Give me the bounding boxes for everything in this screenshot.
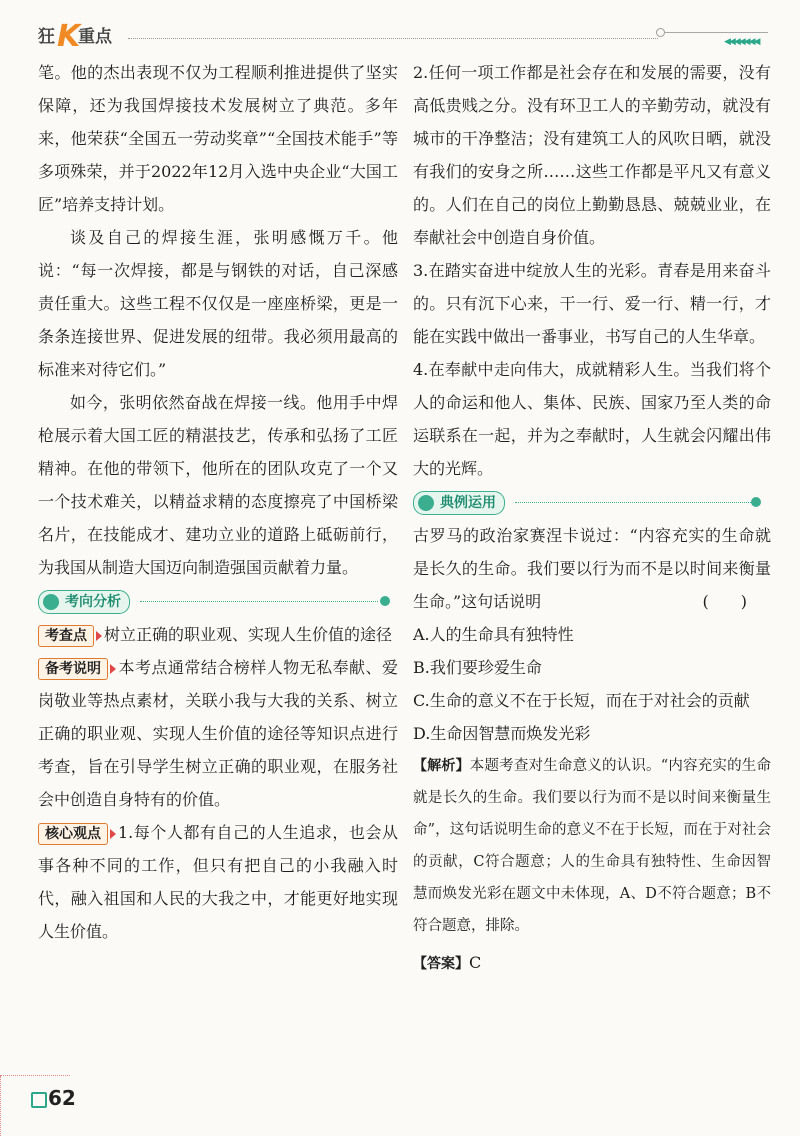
svg-text:K: K [57, 19, 81, 50]
answer-label: 【答案】 [413, 956, 469, 972]
section-title: 典例运用 [440, 495, 496, 511]
section-title: 考向分析 [65, 594, 121, 610]
core-view-text: 1.每个人都有自己的人生追求，也会从事各种不同的工作，但只有把自己的小我融入时代，融入祖国和人民的大我之中，才能更好地实现人生价值。 [38, 823, 398, 941]
exam-point-text: 树立正确的职业观、实现人生价值的途径 [104, 625, 393, 644]
tag-prep-note: 备考说明 [38, 658, 108, 680]
option-b: B.我们要珍爱生命 [413, 658, 542, 677]
article-paragraph: 笔。他的杰出表现不仅为工程顺利推进提供了坚实保障，还为我国焊接技术发展树立了典范。多年来，他荣获“全国五一劳动奖章”“全国技术能手”等多项殊荣，并于2022年12月入选中央企业“大国工匠”培养支持计划。 [38, 63, 398, 214]
chevron-down-icon [380, 596, 390, 606]
core-view-point-3: 3.在踏实奋进中绽放人生的光彩。青春是用来奋斗的。只有沉下心来，干一行、爱一行、精一行，才能在实践中做出一番事业，书写自己的人生华章。 [413, 261, 771, 346]
section-badge [413, 491, 505, 515]
analysis [413, 750, 771, 942]
prep-note-text: 本考点通常结合榜样人物无私奉献、爱岗敬业等热点素材，关联小我与大我的关系、树立正确的职业观、实现人生价值的途径等知识点进行考查，旨在引导学生树立正确的职业观，在服务社会中创造自身特有的价值。 [38, 658, 398, 809]
page-header [0, 0, 800, 56]
analysis-label: 【解析】 [413, 758, 470, 774]
option-a: A.人的生命具有独特性 [413, 625, 574, 644]
page-number: 62 [48, 1086, 76, 1110]
check-icon [43, 594, 59, 610]
core-view-point-4: 4.在奉献中走向伟大，成就精彩人生。当我们将个人的命运和他人、集体、民族、国家乃至人类的命运联系在一起，并为之奉献时，人生就会闪耀出伟大的光辉。 [413, 360, 771, 478]
answer [413, 946, 771, 981]
option-d: D.生命因智慧而焕发光彩 [413, 724, 591, 743]
brand-logo [38, 16, 118, 50]
question-stem: 古罗马的政治家赛涅卡说过：“内容充实的生命就是长久的生命。我们要以行为而不是以时间来衡量生命。”这句话说明 ( ) [413, 519, 771, 618]
answer-value: C [469, 953, 482, 972]
header-arrows-icon: ◀◀◀◀◀◀◀ [724, 37, 759, 47]
analysis-text: 本题考查对生命意义的认识。“内容充实的生命就是长久的生命。我们要以行为而不是以时间来衡量生命”，这句话说明生命的意义不在于长短，而在于对社会的贡献，C符合题意；人的生命具有独特性、生命因智慧而焕发光彩在题文中未体现，A、D不符合题意；B不符合题意，排除。 [413, 758, 771, 934]
book-icon [418, 495, 434, 511]
option-c: C.生命的意义不在于长短，而在于对社会的贡献 [413, 691, 750, 710]
page-icon [31, 1092, 47, 1108]
tag-core-view: 核心观点 [38, 823, 108, 845]
footer-border [0, 1076, 1, 1136]
core-view-point-2: 2.任何一项工作都是社会存在和发展的需要，没有高低贵贱之分。没有环卫工人的辛勤劳动，就没有城市的干净整洁；没有建筑工人的风吹日晒，就没有我们的安身之所……这些工作都是平凡又有意义的。人们在自己的岗位上勤勤恳恳、兢兢业业，在奉献社会中创造自身价值。 [413, 63, 771, 247]
left-column [38, 56, 398, 948]
answer-parentheses: ( ) [702, 592, 747, 611]
svg-text:狂: 狂 [38, 27, 55, 47]
section-header-analysis [38, 586, 398, 616]
article-paragraph: 如今，张明依然奋战在焊接一线。他用手中焊枪展示着大国工匠的精湛技艺，传承和弘扬了工匠精神。在他的带领下，他所在的团队攻克了一个又一个技术难关，以精益求精的态度擦亮了中国桥梁名片，在技能成才、建功立业的道路上砥砺前行，为我国从制造大国迈向制造强国贡献着力量。 [38, 393, 398, 577]
chevron-down-icon [751, 497, 761, 507]
section-header-example [413, 487, 771, 517]
prep-note [38, 651, 398, 816]
tag-exam-point: 考查点 [38, 625, 94, 647]
section-badge [38, 590, 130, 614]
header-divider-right [664, 32, 768, 33]
section-divider [140, 601, 378, 602]
core-view [38, 816, 398, 948]
article-paragraph: 谈及自己的焊接生涯，张明感慨万千。他说：“每一次焊接，都是与钢铁的对话，自己深感责任重大。这些工程不仅仅是一座座桥梁，更是一条条连接世界、促进发展的纽带。我必须用最高的标准来对待它们。” [38, 228, 398, 379]
arrow-icon [110, 829, 116, 839]
arrow-icon [96, 631, 102, 641]
arrow-icon [110, 664, 116, 674]
right-column [413, 56, 771, 981]
exam-point [38, 618, 398, 651]
footer-divider [0, 1075, 70, 1076]
section-divider [515, 502, 753, 503]
svg-text:重点: 重点 [78, 27, 112, 47]
header-divider [128, 38, 658, 39]
